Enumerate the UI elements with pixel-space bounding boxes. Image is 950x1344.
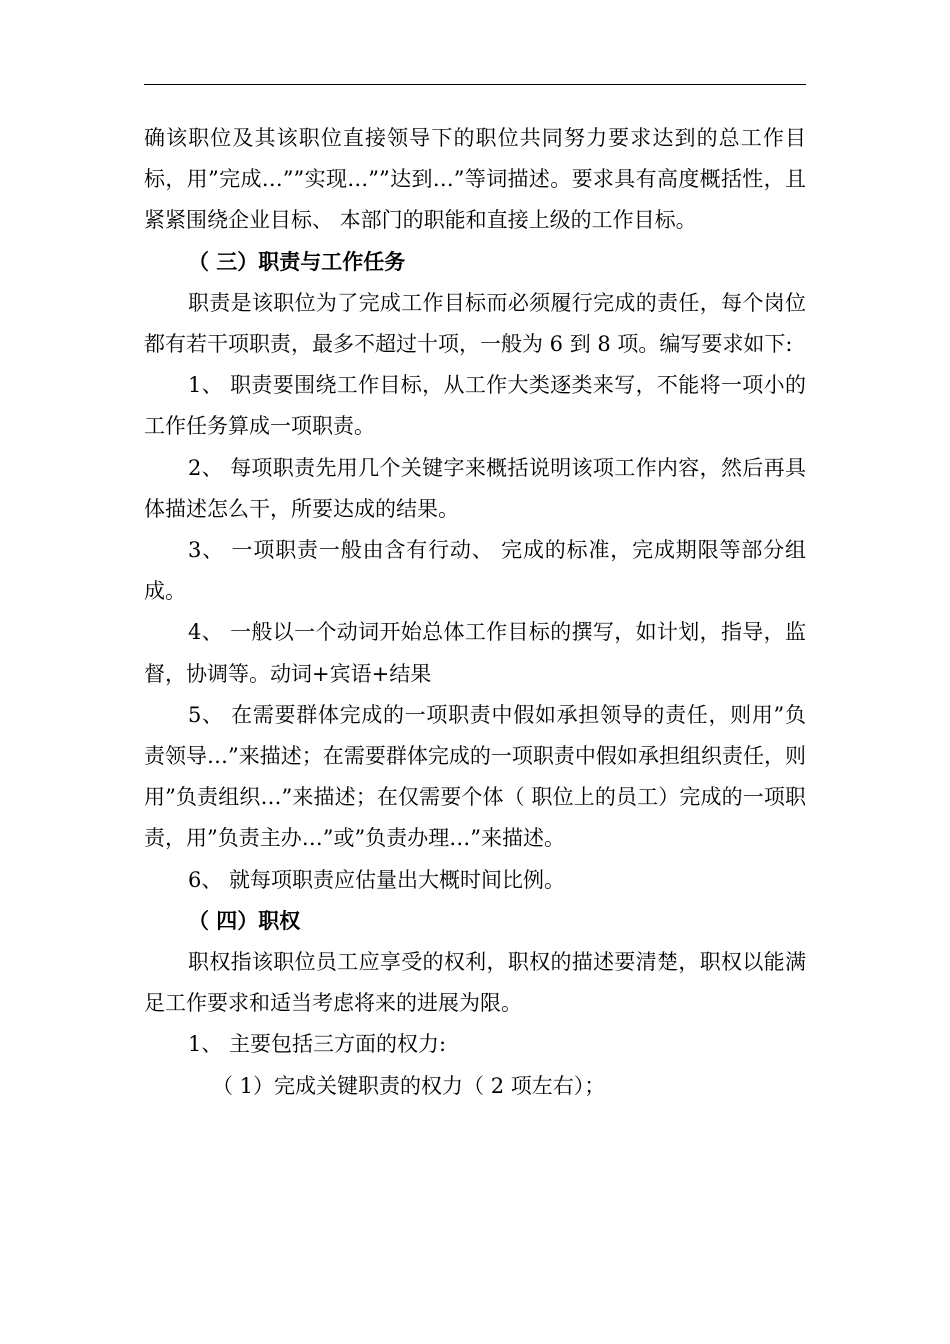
header-rule: [144, 84, 806, 85]
list-item-6: 6、 就每项职责应估量出大概时间比例。: [188, 867, 566, 892]
section-heading-duties: （ 三）职责与工作任务: [188, 249, 406, 274]
list-item-3: 3、 一项职责一般由含有行动、 完成的标准，完成期限等部分组成。: [144, 538, 806, 604]
list-item-authority-1: 1、 主要包括三方面的权力:: [188, 1032, 447, 1057]
section-heading-authority: （ 四）职权: [188, 908, 301, 933]
paragraph-work-goal-continued: 确该职位及其该职位直接领导下的职位共同努力要求达到的总工作目标，用”完成…””实现…””达到…”等词描述。要求具有高度概括性，且紧紧围绕企业目标、 本部门的职能和直接上级的工作目标。: [144, 126, 806, 233]
list-item-5: 5、 在需要群体完成的一项职责中假如承担领导的责任，则用”负责领导…”来描述；在需要群体完成的一项职责中假如承担组织责任，则用”负责组织…”来描述；在仅需要个体（ 职位上的员工）完成的一项职责，用”负责主办…”或”负责办理…”来描述。: [144, 702, 806, 851]
list-item-2: 2、 每项职责先用几个关键字来概括说明该项工作内容，然后再具体描述怎么干，所要达成的结果。: [144, 455, 806, 521]
list-item-4: 4、 一般以一个动词开始总体工作目标的撰写，如计划，指导，监督，协调等。动词+宾语+结果: [144, 620, 806, 686]
paragraph-duties-intro: 职责是该职位为了完成工作目标而必须履行完成的责任，每个岗位都有若干项职责，最多不超过十项，一般为 6 到 8 项。编写要求如下:: [144, 290, 806, 357]
paragraph-authority-intro: 职权指该职位员工应享受的权利，职权的描述要清楚，职权以能满足工作要求和适当考虑将来的进展为限。: [144, 950, 806, 1016]
list-item-1: 1、 职责要围绕工作目标，从工作大类逐类来写，不能将一项小的工作任务算成一项职责。: [144, 373, 806, 439]
sub-item-1: （ 1）完成关键职责的权力（ 2 项左右）；: [212, 1073, 606, 1098]
document-body: [144, 118, 806, 1107]
